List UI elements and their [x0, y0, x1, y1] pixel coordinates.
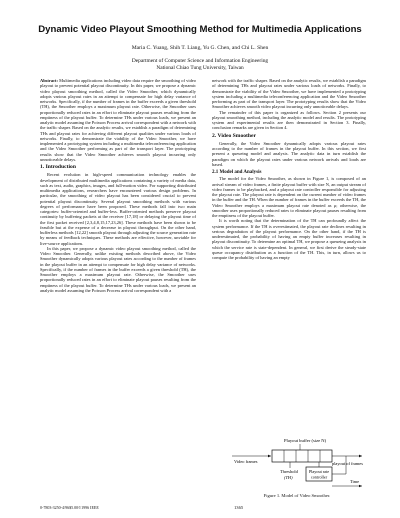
- intro-paragraph-1: Recent evolution in high-speed communication technology enables the development of distributed multimedia applications containing a variety of media data, such as text, audio, graphics, images, and full-motion video. For supporting distributed multimedia applications, researchers have encountered various design problems. In particular, the smoothing of video playout has been considered crucial to prevent potential playout discontinuity. Several playout smoothing methods with various degrees of performance have been proposed. These methods fall into two main categories: buffer-oriented and buffer-less. Buffer-oriented methods preserve playout continuity by buffering packets at the receiver [17,18] or delaying the playout time of the first packet received [2,3,4,8,15,17,23,26]. These methods have been shown to be feasible but at the expense of a decrease in playout throughput. On the other hand, bufferless methods [12,22] smooth playout through adjusting the source generation rate by means of feedback techniques. These methods are effective, however, unviable for live-source applications.: [40, 172, 196, 246]
- abstract: [40, 78, 196, 162]
- threshold-th-label: (TH): [284, 475, 293, 480]
- right-column: [212, 78, 366, 260]
- section-2-1-paragraph-1: The model for the Video Smoother, as shown in Figure 1, is composed of an arrival stream of video frames, a finite playout buffer with size N, an output stream of video frames to be playbacked, and a playout rate controller responsible for adjusting the playout rate. The playout rate is dependent on the current number of video frames in the buffer and the TH. When the number of frames in the buffer exceeds the TH, the Video Smoother employs a maximum playout rate denoted as μ; otherwise, the smoother uses proportionally reduced rates to eliminate playout pauses resulting from the emptiness of the playout buffer.: [212, 176, 366, 218]
- affiliation-university: National Chiao Tung University, Taiwan: [156, 65, 244, 71]
- buffer-size-label: Playout buffer (size N): [284, 438, 327, 443]
- left-column: [40, 78, 196, 293]
- section-2-paragraph: Generally, the Video Smoother dynamically adopts various playout rates according to the number of frames in the playout buffer. In this section, we first present a queueing model and analysis. The analytic data in turn establish the paradigm on which the playout rates under various network arrivals and loads are based.: [212, 140, 366, 167]
- section-2-heading: 2. Video Smoother: [212, 132, 256, 139]
- section-1-heading: 1. Introduction: [40, 164, 76, 170]
- playout-frames-label: playout of frames: [332, 461, 363, 466]
- paper-title: Dynamic Video Playout Smoothing Method for Multimedia Applications: [38, 24, 362, 35]
- video-frames-label: Video frames: [234, 459, 258, 464]
- playout-buffer: [272, 450, 332, 462]
- page-number: 1365: [234, 505, 244, 510]
- footer-copyright: 0-7803-3250-4/96$5.00©1996 IEEE: [40, 505, 99, 510]
- figure-1: [228, 436, 366, 502]
- intro-paragraph-2: In this paper, we propose a dynamic video playout smoothing method, called the Video Smoother. Generally, unlike existing methods described above, the Video Smoother dynamically adopts various playout rates according to the number of frames in the playout buffer in an attempt to compensate for high delay variance of networks. Specifically, if the number of frames in the buffer exceeds a given threshold (TH), the Smoother employs a maximum playout rate. Otherwise, the Smoother uses proportionally reduced rates in an effort to eliminate playout pauses resulting from the emptiness of the playout buffer. To determine THs under various loads, we present an analytic model assuming the Poisson Process arrival correspondent with a: [40, 245, 196, 293]
- output-arrowhead: [359, 455, 362, 458]
- paper-affiliation: [20, 58, 380, 72]
- figure-1-caption: Figure 1. Model of Video Smoother.: [263, 493, 331, 498]
- paper-authors: Maria C. Yuang, Shih T. Liang, Yu G. Chen, and Chi L. Shen: [131, 45, 269, 51]
- section-2-1-paragraph-2: It is worth noting that the determination of the TH can profoundly affect the system performance. If the TH is overestimated, the playout rate declines resulting in serious degradation of the playout performance. On the other hand, if the TH is underestimated, the probability of having an empty buffer increases resulting in playout discontinuity. To determine an optimal TH, we propose a queueing analysis in which the service rate is state-dependent. In general, we first derive the steady-state queue occupancy distribution as a function of the TH. This, in turn, allows us to compute the probability of having an empty: [212, 218, 366, 260]
- time-arrowhead: [359, 485, 362, 487]
- abstract-text: Multimedia applications including video data require the smoothing of video playout to prevent potential playout discontinuity. In this paper, we propose a dynamic video playout smoothing method, called the Video Smoother, which dynamically adopts various playout rates in an attempt to compensate for high delay variance of networks. Specifically, if the number of frames in the buffer exceeds a given threshold (TH), the Smoother employs a maximum playout rate. Otherwise, the Smoother uses proportionally reduced rates in an effort to eliminate playout pauses resulting from the emptiness of the playout buffer. To determine THs under various loads, we present an analytic model assuming the Poisson Process arrival correspondent with a network with the traffic shaper. Based on the analytic results, we establish a paradigm of determining THs and playout rates for achieving different playout qualities under various loads of networks. Finally, to demonstrate the viability of the Video Smoother, we have implemented a prototyping system including a multimedia teleconferencing application and the Video Smoother performing as part of the transport layer. The prototyping results show that the Video Smoother achieves smooth playout incurring only unnoticeable delays.: [40, 78, 196, 162]
- affiliation-department: Department of Computer Science and Information Engineering: [131, 58, 269, 64]
- figure-1-diagram: [228, 436, 366, 492]
- arrival-arrowhead: [268, 455, 271, 458]
- controller-label-line-1: Playout rate: [308, 469, 330, 474]
- threshold-label: Threshold: [280, 469, 298, 474]
- section-2-1-heading: 2.1 Model and Analysis: [212, 170, 262, 175]
- right-paragraph-1: network with the traffic shaper. Based on the analytic results, we establish a paradigm of determining THs and playout rates under various loads of networks. Finally, to demonstrate the viability of the Video Smoother, we have implemented a prototyping system including a multimedia teleconferencing application and the Video Smoother performing as part of the transport layer. The prototyping results show that the Video Smoother achieves smooth video playout incurring only unnoticeable delays.: [212, 78, 366, 110]
- abstract-label: Abstract:: [40, 78, 58, 83]
- time-label: Time: [350, 479, 360, 484]
- controller-label-line-2: controller: [310, 474, 328, 480]
- right-paragraph-2: The remainder of this paper is organized as follows. Section 2 presents our playout smoothing method, including the analytic model and results. The prototyping system and experimental results are then demonstrated in Section 3. Finally, conclusion remarks are given in Section 4.: [212, 109, 366, 131]
